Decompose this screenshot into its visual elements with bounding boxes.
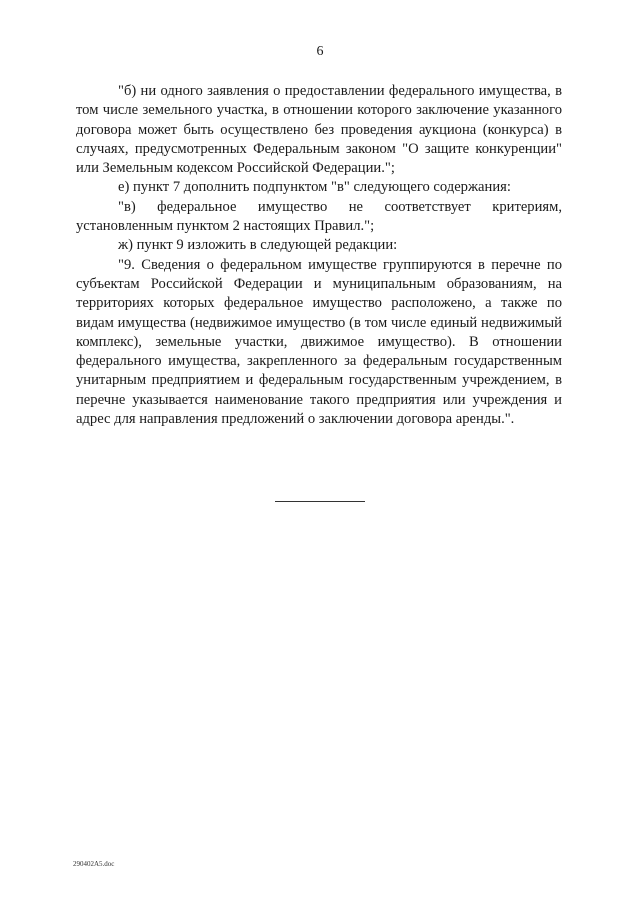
- paragraph-item-zh: ж) пункт 9 изложить в следующей редакции:: [118, 237, 398, 254]
- paragraph-point-9: "9. Сведения о федеральном имуществе группируются в перечне по субъектам Российской Федерации и муниципальным образованиям, на территориях которых федеральное имущество расположено, а также по видам имущества (недвижимое имущество (в том числе единый недвижимый комплекс), земельные участки, движимое имущество). В отношении федерального имущества, закрепленного за федеральным государственным унитарным предприятием и федеральным государственным учреждением, в перечне указывается наименование такого предприятия или учреждения и адрес для направления предложений о заключении договора аренды.".: [76, 256, 562, 428]
- end-divider-line: [275, 501, 365, 502]
- footer-doc-code: 290402A5.doc: [73, 860, 115, 868]
- paragraph-subitem-b: "б) ни одного заявления о предоставлении федерального имущества, в том числе земельного участка, в отношении которого заключение указанного договора может быть осуществлено без проведения аукциона (конкурса) в случаях, предусмотренных Федеральным законом "О защите конкуренции" или Земельным кодексом Российской Федерации.";: [76, 83, 562, 177]
- page-number: 6: [316, 44, 324, 59]
- paragraph-subitem-v: "в) федеральное имущество не соответствует критериям, установленным пунктом 2 настоящих Правил.";: [76, 198, 562, 235]
- document-body: [76, 82, 562, 429]
- paragraph-item-e: е) пункт 7 дополнить подпунктом "в" следующего содержания:: [118, 179, 511, 196]
